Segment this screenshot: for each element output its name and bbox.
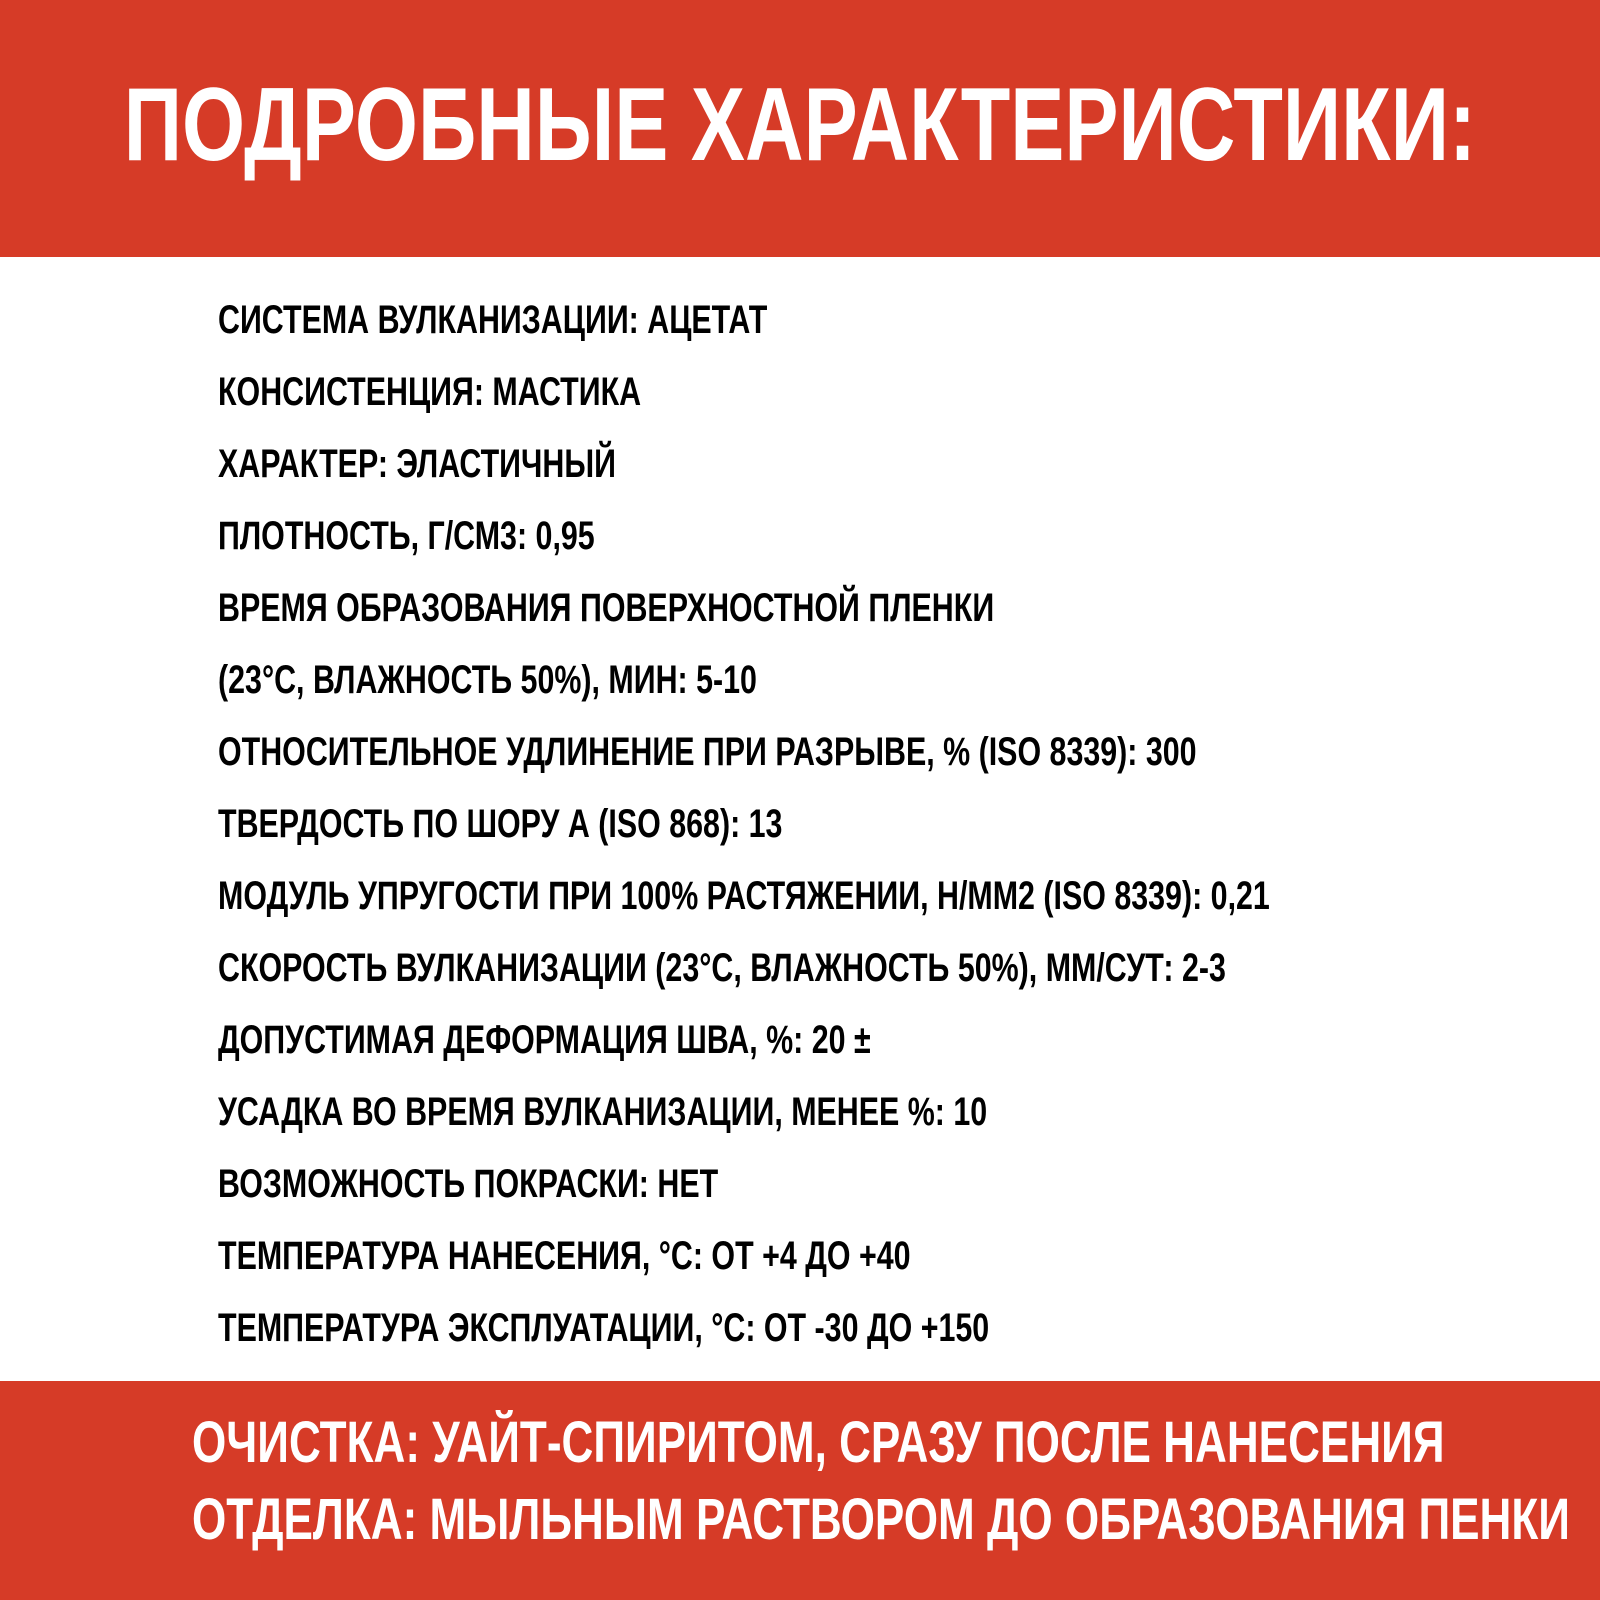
spec-item: ТВЕРДОСТЬ ПО ШОРУ А (ISO 868): 13: [218, 802, 783, 846]
spec-item: УСАДКА ВО ВРЕМЯ ВУЛКАНИЗАЦИИ, МЕНЕЕ %: 10: [218, 1090, 988, 1134]
spec-item: ТЕМПЕРАТУРА ЭКСПЛУАТАЦИИ, °С: ОТ -30 ДО +150: [218, 1306, 990, 1350]
footer-banner: [0, 1381, 1600, 1600]
spec-item: ВОЗМОЖНОСТЬ ПОКРАСКИ: НЕТ: [218, 1162, 719, 1206]
spec-list: [218, 290, 1558, 1370]
spec-item: ПЛОТНОСТЬ, Г/СМ3: 0,95: [218, 514, 595, 558]
page-title: ПОДРОБНЫЕ ХАРАКТЕРИСТИКИ:: [123, 67, 1477, 183]
spec-item: ОТНОСИТЕЛЬНОЕ УДЛИНЕНИЕ ПРИ РАЗРЫВЕ, % (ISO 8339): 300: [218, 730, 1197, 774]
spec-item: (23°С, ВЛАЖНОСТЬ 50%), МИН: 5-10: [218, 658, 757, 702]
spec-item: МОДУЛЬ УПРУГОСТИ ПРИ 100% РАСТЯЖЕНИИ, Н/ММ2 (ISO 8339): 0,21: [218, 874, 1270, 918]
spec-item: КОНСИСТЕНЦИЯ: МАСТИКА: [218, 370, 642, 414]
finishing-note: ОТДЕЛКА: МЫЛЬНЫМ РАСТВОРОМ ДО ОБРАЗОВАНИЯ ПЕНКИ: [192, 1487, 1570, 1552]
spec-item: ХАРАКТЕР: ЭЛАСТИЧНЫЙ: [218, 442, 616, 486]
spec-item: СКОРОСТЬ ВУЛКАНИЗАЦИИ (23°С, ВЛАЖНОСТЬ 50%), ММ/СУТ: 2-3: [218, 946, 1226, 990]
spec-item: ВРЕМЯ ОБРАЗОВАНИЯ ПОВЕРХНОСТНОЙ ПЛЕНКИ: [218, 586, 995, 630]
spec-item: ДОПУСТИМАЯ ДЕФОРМАЦИЯ ШВА, %: 20 ±: [218, 1018, 871, 1062]
spec-item: ТЕМПЕРАТУРА НАНЕСЕНИЯ, °С: ОТ +4 ДО +40: [218, 1234, 911, 1278]
cleaning-note: ОЧИСТКА: УАЙТ-СПИРИТОМ, СРАЗУ ПОСЛЕ НАНЕСЕНИЯ: [192, 1410, 1445, 1475]
header-banner: [0, 0, 1600, 257]
spec-item: СИСТЕМА ВУЛКАНИЗАЦИИ: АЦЕТАТ: [218, 298, 768, 342]
